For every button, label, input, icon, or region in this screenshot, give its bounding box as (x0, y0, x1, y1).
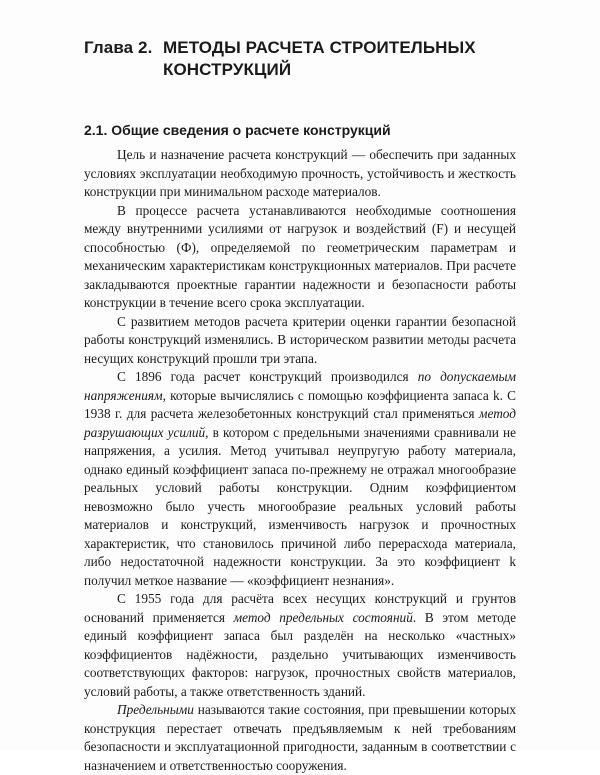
paragraph-6-text-b: называются такие состояния, при превышении которых конструкция перестает отвечать предъявляемым к ней требованиям безопасности и эксплуатационной пригодности, заданным в соответствии с назначением и ответственностью сооружения. (84, 702, 516, 773)
chapter-title: МЕТОДЫ РАСЧЕТА СТРОИТЕЛЬНЫХ КОНСТРУКЦИЙ (163, 38, 476, 79)
paragraph-1: Цель и назначение расчета конструкций — обеспечить при заданных условиях эксплуатации необходимую прочность, устойчивость и жесткость конструкции при минимальном расходе материалов. (84, 147, 516, 199)
paragraph-5 (84, 590, 516, 701)
body-text (84, 146, 516, 775)
paragraph-4-text-c: , которые вычислялись с помощью коэффициента запаса k. С 1938 г. для расчета железобетонных конструкций стал применяться (84, 387, 516, 421)
paragraph-4-text-e: , в котором с предельными значениями сравнивали не напряжения, а усилия. Метод учитывал неупругую работу материала, однако единый коэффициент запаса по-прежнему не отражал многообразие реальных условий работы конструкции. Одним коэффициентом невозможно было учесть многообразие реальных условий работы материалов и конструкций, изменчивость нагрузок и прочностных характеристик, что становилось причиной либо перерасхода материала, либо недостаточной надежности конструкции. За это коэффициент k получил меткое название — «коэффициент незнания». (84, 424, 516, 588)
term-breaking-forces: метод разрушающих усилий (84, 406, 516, 440)
chapter-number: Глава 2. (84, 38, 153, 57)
paragraph-5-text-a: С 1955 года для расчёта всех несущих конструкций и грунтов оснований применяется (84, 591, 516, 625)
paragraph-2: В процессе расчета устанавливаются необходимые соотношения между внутренними усилиями от нагрузок и воздействий (F) и несущей способностью (Ф), определяемой по геометрическим параметрам и механическим характеристикам конструкционных материалов. При расчете закладываются проектные гарантии надежности и безопасности работы конструкции в течение всего срока эксплуатации. (84, 202, 516, 310)
paragraph-4-text-a: С 1896 года расчет конструкций производился (117, 369, 418, 384)
term-limit-states-method: метод предельных состояний (233, 609, 413, 625)
term-limit-states: Предельными (117, 702, 194, 717)
paragraph-4 (84, 368, 516, 590)
paragraph-5-text-c: . В этом методе единый коэффициент запаса был разделён на несколько «частных» коэффициентов надёжности, раздельно учитывающих изменчивость соответствующих факторов: нагрузок, прочностных свойств материалов, условий работы, а также ответственность зданий. (84, 609, 517, 699)
term-allowable-stresses: по допускаемым напряжениям (84, 369, 516, 403)
section-heading: 2.1. Общие сведения о расчете конструкций (84, 122, 391, 138)
paragraph-3: С развитием методов расчета критерии оценки гарантии безопасной работы конструкций изменялись. В историческом развитии методы расчета несущих конструкций прошли три этапа. (84, 313, 516, 366)
paragraph-6 (84, 701, 516, 775)
